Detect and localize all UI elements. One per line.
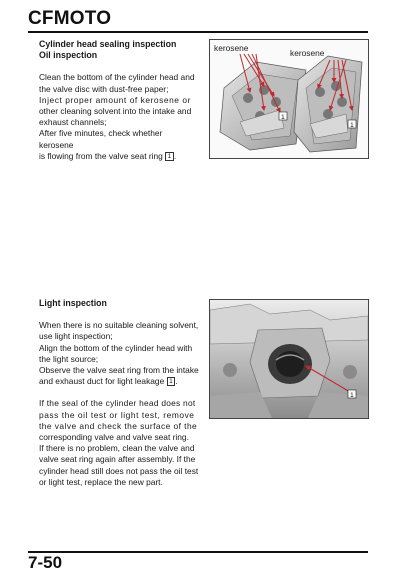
body-line: the light source; — [39, 353, 99, 364]
callout-1-left: 1 — [281, 114, 285, 121]
body-line — [39, 151, 199, 162]
kerosene-label-right: kerosene — [290, 48, 325, 58]
body-line: If there is no problem, clean the valve and — [39, 443, 195, 454]
callout-1-right: 1 — [350, 122, 354, 129]
body-text: . — [173, 150, 177, 161]
body-line: cylinder head still does not pass the oil test — [39, 465, 199, 476]
section-heading: Light inspection — [39, 298, 107, 308]
brand-logo: CFMOTO — [28, 8, 112, 29]
body-text: . — [175, 376, 178, 387]
oil-inspection-text — [39, 39, 199, 162]
body-line: the valve and check the surface of the — [39, 420, 198, 431]
light-inspection-figure — [209, 299, 369, 419]
light-inspection-text — [39, 298, 199, 488]
kerosene-label-left: kerosene — [214, 43, 249, 53]
body-line: Observe the valve seat ring from the intake — [39, 365, 199, 376]
page-number: 7-50 — [28, 553, 63, 572]
header-divider — [28, 31, 368, 33]
body-text: is flowing from the valve seat ring — [39, 150, 163, 161]
callout-marker: 1 — [165, 152, 174, 161]
footer-divider — [28, 551, 368, 553]
subsection-heading: Oil inspection — [39, 50, 98, 61]
body-line: Inject proper amount of kerosene or — [39, 94, 191, 105]
body-text: and exhaust duct for light leakage — [39, 376, 165, 387]
body-line: After five minutes, check whether kerosene — [39, 128, 163, 150]
section-heading: Cylinder head sealing inspection — [39, 39, 177, 49]
body-line: When there is no suitable cleaning solvent, — [39, 320, 199, 331]
cylinder-head-closeup — [210, 300, 368, 418]
body-line: Align the bottom of the cylinder head with — [39, 342, 193, 353]
body-line: other cleaning solvent into the intake and — [39, 106, 192, 117]
body-line: the valve disc with dust-free paper; — [39, 83, 169, 94]
callout-marker: 1 — [167, 377, 176, 386]
body-line: corresponding valve and valve seat ring. — [39, 432, 189, 443]
body-line: exhaust channels; — [39, 117, 107, 128]
body-line: Clean the bottom of the cylinder head and — [39, 72, 195, 83]
callout-1: 1 — [350, 392, 354, 399]
body-line: pass the oil test or light test, remove — [39, 409, 195, 420]
body-line: If the seal of the cylinder head does not — [39, 398, 196, 409]
body-line — [39, 376, 199, 387]
body-line: valve seat ring again after assembly. If the — [39, 454, 196, 465]
oil-inspection-figure — [209, 39, 369, 159]
body-line: or light test, replace the new part. — [39, 476, 163, 487]
body-line: use light inspection; — [39, 331, 113, 342]
